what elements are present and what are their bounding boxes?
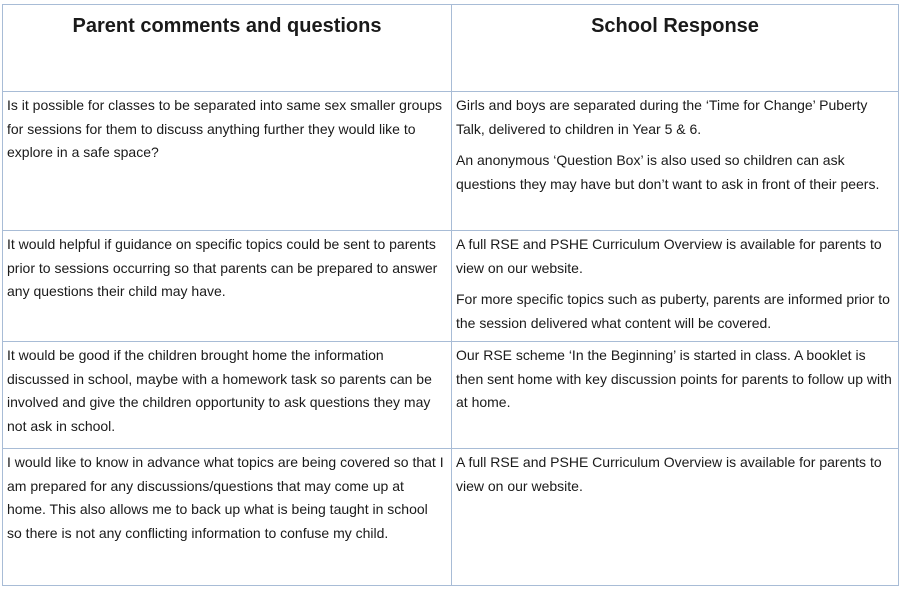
table-row [3,231,899,342]
comment-cell [3,342,452,449]
header-parent-comments-label: Parent comments and questions [72,15,382,37]
response-text: An anonymous ‘Question Box’ is also used so children can ask questions they may have but don’t want to ask in front of their peers. [456,152,880,192]
response-cell [452,342,899,449]
header-parent-comments [3,5,452,92]
header-row [3,5,899,92]
response-text: For more specific topics such as puberty, parents are informed prior to the session delivered what content will be covered. [456,291,890,331]
comment-cell [3,449,452,586]
comment-text: It would helpful if guidance on specific topics could be sent to parents prior to sessions occurring so that parents can be prepared to answer any questions their child may have. [7,236,438,299]
response-text: Our RSE scheme ‘In the Beginning’ is started in class. A booklet is then sent home with key discussion points for parents to follow up with at home. [456,347,892,410]
table-row [3,92,899,231]
comment-text: Is it possible for classes to be separated into same sex smaller groups for sessions for them to discuss anything further they would like to explore in a safe space? [7,97,442,160]
comment-text: I would like to know in advance what topics are being covered so that I am prepared for any discussions/questions that may come up at home. This also allows me to back up what is being taught in school so there is not any conflicting information to confuse my child. [7,454,444,541]
table-row [3,342,899,449]
header-school-response [452,5,899,92]
comment-cell [3,231,452,342]
response-text: Girls and boys are separated during the ‘Time for Change’ Puberty Talk, delivered to children in Year 5 & 6. [456,97,868,137]
response-text: A full RSE and PSHE Curriculum Overview is available for parents to view on our website. [456,236,882,276]
comment-text: It would be good if the children brought home the information discussed in school, maybe with a homework task so parents can be involved and give the children opportunity to ask questions they may not ask in school. [7,347,432,434]
comments-response-table [2,4,899,586]
table-row [3,449,899,586]
response-cell [452,231,899,342]
response-text: A full RSE and PSHE Curriculum Overview is available for parents to view on our website. [456,454,882,494]
response-cell [452,92,899,231]
comment-cell [3,92,452,231]
header-school-response-label: School Response [591,15,759,37]
response-cell [452,449,899,586]
